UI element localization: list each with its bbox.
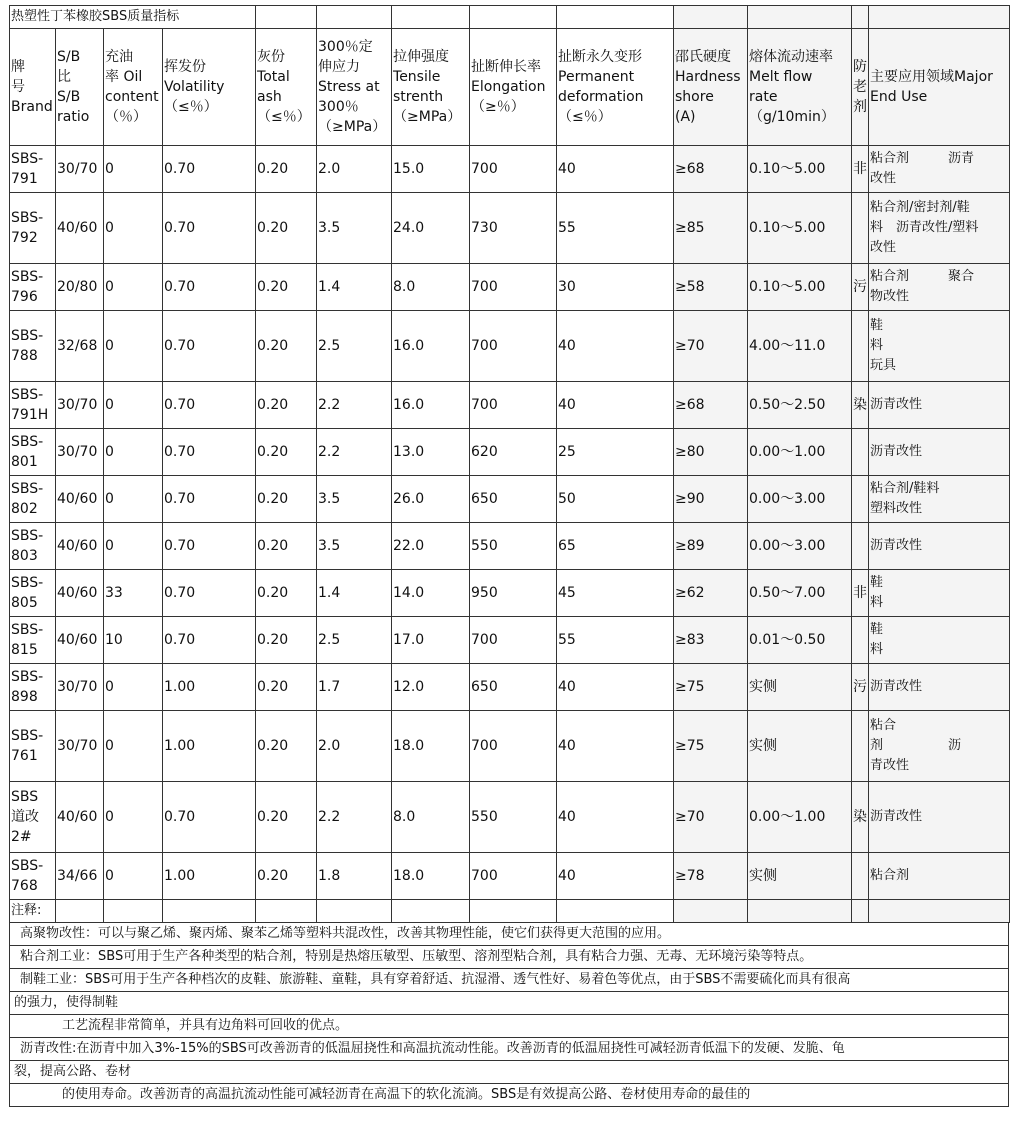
cell-end-use: 粘合剂 沥青 改性 [869, 146, 1010, 193]
cell-sb-ratio: 40/60 [56, 617, 104, 664]
cell-volatility: 0.70 [163, 146, 256, 193]
cell-sb-ratio: 40/60 [56, 523, 104, 570]
cell-antioxidant [852, 429, 869, 476]
cell-end-use: 鞋 料 [869, 570, 1010, 617]
note-asphalt-line2: 裂，提高公路、卷材 [9, 1061, 1009, 1084]
cell-total-ash: 0.20 [256, 782, 317, 853]
note-shoe-line1: 制鞋工业：SBS可用于生产各种档次的皮鞋、旅游鞋、童鞋，具有穿着舒适、抗湿滑、透气性好、易着色等优点，由于SBS不需要硫化而具有很高 [9, 969, 1009, 992]
header-permanent-deformation: 扯断永久变形 Permanent deformation （≤％） [557, 29, 674, 146]
cell-sb-ratio: 40/60 [56, 476, 104, 523]
cell-total-ash: 0.20 [256, 617, 317, 664]
cell-volatility: 0.70 [163, 570, 256, 617]
cell-melt-flow-rate: 0.00～3.00 [748, 523, 852, 570]
cell-melt-flow-rate: 4.00～11.0 [748, 311, 852, 382]
cell-sb-ratio: 30/70 [56, 146, 104, 193]
cell-melt-flow-rate: 0.10～5.00 [748, 193, 852, 264]
header-volatility: 挥发份 Volatility （≤％） [163, 29, 256, 146]
cell-brand: SBS- 761 [10, 711, 56, 782]
cell-oil-content: 33 [104, 570, 163, 617]
cell-volatility: 0.70 [163, 782, 256, 853]
cell-volatility: 0.70 [163, 264, 256, 311]
cell-stress-300: 1.7 [317, 664, 392, 711]
cell-sb-ratio: 34/66 [56, 853, 104, 900]
cell-tensile-strength: 16.0 [392, 311, 470, 382]
cell-total-ash: 0.20 [256, 264, 317, 311]
empty-cell [869, 900, 1010, 923]
note-polymer: 高聚物改性：可以与聚乙烯、聚丙烯、聚苯乙烯等塑料共混改性，改善其物理性能，使它们获得更大范围的应用。 [9, 923, 1009, 946]
cell-sb-ratio: 40/60 [56, 782, 104, 853]
cell-permanent-deformation: 65 [557, 523, 674, 570]
cell-end-use: 粘合 剂 沥 青改性 [869, 711, 1010, 782]
table-row [10, 853, 1010, 900]
cell-brand: SBS- 803 [10, 523, 56, 570]
table-row [10, 146, 1010, 193]
cell-antioxidant [852, 311, 869, 382]
cell-permanent-deformation: 40 [557, 664, 674, 711]
cell-sb-ratio: 30/70 [56, 429, 104, 476]
empty-cell [852, 900, 869, 923]
table-row [10, 711, 1010, 782]
cell-volatility: 1.00 [163, 664, 256, 711]
cell-stress-300: 1.8 [317, 853, 392, 900]
cell-elongation: 950 [470, 570, 557, 617]
cell-tensile-strength: 15.0 [392, 146, 470, 193]
cell-total-ash: 0.20 [256, 382, 317, 429]
empty-cell [557, 900, 674, 923]
cell-elongation: 550 [470, 523, 557, 570]
header-sb-ratio: S/B 比 S/B ratio [56, 29, 104, 146]
cell-stress-300: 2.2 [317, 382, 392, 429]
cell-sb-ratio: 32/68 [56, 311, 104, 382]
empty-cell [392, 900, 470, 923]
table-row [10, 523, 1010, 570]
cell-antioxidant: 污 [852, 664, 869, 711]
cell-antioxidant: 染 [852, 782, 869, 853]
cell-brand: SBS- 802 [10, 476, 56, 523]
cell-elongation: 620 [470, 429, 557, 476]
cell-brand: SBS- 796 [10, 264, 56, 311]
header-melt-flow-rate: 熔体流动速率 Melt flow rate （g/10min） [748, 29, 852, 146]
cell-stress-300: 2.5 [317, 617, 392, 664]
cell-brand: SBS- 768 [10, 853, 56, 900]
cell-end-use: 沥青改性 [869, 523, 1010, 570]
cell-total-ash: 0.20 [256, 711, 317, 782]
cell-sb-ratio: 30/70 [56, 711, 104, 782]
cell-melt-flow-rate: 0.01～0.50 [748, 617, 852, 664]
cell-oil-content: 0 [104, 311, 163, 382]
cell-permanent-deformation: 40 [557, 382, 674, 429]
cell-permanent-deformation: 25 [557, 429, 674, 476]
cell-sb-ratio: 30/70 [56, 664, 104, 711]
empty-cell [163, 900, 256, 923]
cell-brand: SBS- 788 [10, 311, 56, 382]
cell-brand: SBS- 898 [10, 664, 56, 711]
note-label: 注释: [10, 900, 56, 923]
cell-tensile-strength: 13.0 [392, 429, 470, 476]
note-shoe-line3: 工艺流程非常简单，并具有边角料可回收的优点。 [9, 1015, 1009, 1038]
empty-cell [256, 6, 317, 29]
cell-tensile-strength: 18.0 [392, 853, 470, 900]
cell-brand: SBS- 792 [10, 193, 56, 264]
cell-melt-flow-rate: 0.50～7.00 [748, 570, 852, 617]
cell-antioxidant: 非 [852, 146, 869, 193]
cell-total-ash: 0.20 [256, 476, 317, 523]
cell-hardness: ≥78 [674, 853, 748, 900]
cell-oil-content: 0 [104, 382, 163, 429]
empty-cell [748, 900, 852, 923]
cell-sb-ratio: 30/70 [56, 382, 104, 429]
empty-cell [317, 900, 392, 923]
cell-hardness: ≥68 [674, 382, 748, 429]
cell-antioxidant: 染 [852, 382, 869, 429]
cell-stress-300: 3.5 [317, 476, 392, 523]
cell-end-use: 粘合剂/密封剂/鞋 料 沥青改性/塑料 改性 [869, 193, 1010, 264]
note-asphalt-line3: 的使用寿命。改善沥青的高温抗流动性能可减轻沥青在高温下的软化流淌。SBS是有效提高公路、卷材使用寿命的最佳的 [9, 1084, 1009, 1107]
empty-cell [104, 900, 163, 923]
cell-stress-300: 2.0 [317, 146, 392, 193]
spec-sheet [9, 5, 1009, 923]
empty-cell [392, 6, 470, 29]
cell-sb-ratio: 40/60 [56, 193, 104, 264]
cell-stress-300: 1.4 [317, 264, 392, 311]
table-row [10, 264, 1010, 311]
header-hardness: 邵氏硬度 Hardness shore (A) [674, 29, 748, 146]
empty-cell [256, 900, 317, 923]
cell-tensile-strength: 24.0 [392, 193, 470, 264]
cell-volatility: 0.70 [163, 311, 256, 382]
cell-sb-ratio: 20/80 [56, 264, 104, 311]
header-stress-300: 300％定 伸应力 Stress at 300％ （≥MPa） [317, 29, 392, 146]
cell-brand: SBS 道改 2# [10, 782, 56, 853]
cell-stress-300: 2.2 [317, 782, 392, 853]
cell-total-ash: 0.20 [256, 429, 317, 476]
cell-antioxidant [852, 476, 869, 523]
cell-elongation: 700 [470, 382, 557, 429]
cell-oil-content: 0 [104, 264, 163, 311]
cell-oil-content: 0 [104, 664, 163, 711]
cell-volatility: 0.70 [163, 193, 256, 264]
cell-tensile-strength: 16.0 [392, 382, 470, 429]
header-row [10, 29, 1010, 146]
cell-oil-content: 0 [104, 782, 163, 853]
cell-total-ash: 0.20 [256, 523, 317, 570]
cell-antioxidant [852, 523, 869, 570]
cell-permanent-deformation: 40 [557, 711, 674, 782]
cell-volatility: 0.70 [163, 617, 256, 664]
cell-elongation: 700 [470, 711, 557, 782]
cell-total-ash: 0.20 [256, 146, 317, 193]
cell-hardness: ≥83 [674, 617, 748, 664]
cell-hardness: ≥58 [674, 264, 748, 311]
cell-antioxidant [852, 853, 869, 900]
cell-tensile-strength: 26.0 [392, 476, 470, 523]
cell-brand: SBS- 791 [10, 146, 56, 193]
cell-antioxidant: 非 [852, 570, 869, 617]
table-row [10, 193, 1010, 264]
header-total-ash: 灰份 Total ash （≤％） [256, 29, 317, 146]
cell-brand: SBS- 791H [10, 382, 56, 429]
header-tensile-strength: 拉伸强度 Tensile strenth （≥MPa） [392, 29, 470, 146]
table-row [10, 311, 1010, 382]
cell-hardness: ≥89 [674, 523, 748, 570]
cell-volatility: 0.70 [163, 382, 256, 429]
header-brand: 牌 号 Brand [10, 29, 56, 146]
cell-tensile-strength: 17.0 [392, 617, 470, 664]
cell-hardness: ≥80 [674, 429, 748, 476]
cell-tensile-strength: 18.0 [392, 711, 470, 782]
cell-permanent-deformation: 30 [557, 264, 674, 311]
cell-stress-300: 3.5 [317, 193, 392, 264]
table-title: 热塑性丁苯橡胶SBS质量指标 [10, 6, 256, 29]
cell-hardness: ≥70 [674, 782, 748, 853]
cell-permanent-deformation: 45 [557, 570, 674, 617]
header-major-end-use: 主要应用领域Major End Use [869, 29, 1010, 146]
empty-cell [56, 900, 104, 923]
cell-volatility: 1.00 [163, 711, 256, 782]
cell-antioxidant [852, 617, 869, 664]
cell-melt-flow-rate: 0.10～5.00 [748, 264, 852, 311]
cell-elongation: 650 [470, 664, 557, 711]
cell-hardness: ≥75 [674, 711, 748, 782]
cell-end-use: 沥青改性 [869, 382, 1010, 429]
cell-antioxidant [852, 711, 869, 782]
cell-tensile-strength: 8.0 [392, 782, 470, 853]
cell-oil-content: 0 [104, 523, 163, 570]
cell-stress-300: 2.0 [317, 711, 392, 782]
cell-volatility: 1.00 [163, 853, 256, 900]
cell-elongation: 700 [470, 146, 557, 193]
cell-melt-flow-rate: 0.00～1.00 [748, 782, 852, 853]
cell-tensile-strength: 22.0 [392, 523, 470, 570]
note-shoe-line2: 的强力，使得制鞋 [9, 992, 1009, 1015]
empty-cell [470, 900, 557, 923]
header-oil-content: 充油 率 Oil content （％） [104, 29, 163, 146]
cell-stress-300: 2.5 [317, 311, 392, 382]
cell-hardness: ≥85 [674, 193, 748, 264]
cell-permanent-deformation: 40 [557, 853, 674, 900]
cell-end-use: 沥青改性 [869, 429, 1010, 476]
table-row [10, 570, 1010, 617]
cell-melt-flow-rate: 0.00～3.00 [748, 476, 852, 523]
cell-end-use: 粘合剂/鞋料 塑料改性 [869, 476, 1010, 523]
cell-permanent-deformation: 40 [557, 146, 674, 193]
cell-melt-flow-rate: 0.10～5.00 [748, 146, 852, 193]
cell-stress-300: 3.5 [317, 523, 392, 570]
cell-melt-flow-rate: 实侧 [748, 711, 852, 782]
cell-volatility: 0.70 [163, 476, 256, 523]
table-row [10, 476, 1010, 523]
cell-permanent-deformation: 40 [557, 782, 674, 853]
cell-elongation: 700 [470, 853, 557, 900]
cell-total-ash: 0.20 [256, 570, 317, 617]
cell-hardness: ≥68 [674, 146, 748, 193]
empty-cell [317, 6, 392, 29]
cell-total-ash: 0.20 [256, 853, 317, 900]
cell-permanent-deformation: 55 [557, 617, 674, 664]
cell-stress-300: 1.4 [317, 570, 392, 617]
cell-permanent-deformation: 55 [557, 193, 674, 264]
note-label-row [10, 900, 1010, 923]
empty-cell [748, 6, 852, 29]
cell-oil-content: 0 [104, 711, 163, 782]
cell-hardness: ≥75 [674, 664, 748, 711]
cell-oil-content: 0 [104, 193, 163, 264]
cell-elongation: 700 [470, 264, 557, 311]
cell-end-use: 粘合剂 聚合 物改性 [869, 264, 1010, 311]
cell-melt-flow-rate: 实侧 [748, 664, 852, 711]
table-row [10, 429, 1010, 476]
cell-sb-ratio: 40/60 [56, 570, 104, 617]
cell-elongation: 700 [470, 311, 557, 382]
header-elongation: 扯断伸长率 Elongation （≥％） [470, 29, 557, 146]
cell-oil-content: 10 [104, 617, 163, 664]
sbs-quality-table [9, 5, 1010, 923]
cell-stress-300: 2.2 [317, 429, 392, 476]
cell-volatility: 0.70 [163, 523, 256, 570]
cell-elongation: 730 [470, 193, 557, 264]
cell-end-use: 沥青改性 [869, 782, 1010, 853]
cell-hardness: ≥90 [674, 476, 748, 523]
cell-tensile-strength: 8.0 [392, 264, 470, 311]
cell-hardness: ≥62 [674, 570, 748, 617]
empty-cell [869, 6, 1010, 29]
note-asphalt-line1: 沥青改性:在沥青中加入3%-15%的SBS可改善沥青的低温屈挠性和高温抗流动性能。改善沥青的低温屈挠性可减轻沥青低温下的发硬、发脆、龟 [9, 1038, 1009, 1061]
header-antioxidant: 防 老 剂 [852, 29, 869, 146]
table-row [10, 664, 1010, 711]
empty-cell [674, 900, 748, 923]
cell-total-ash: 0.20 [256, 311, 317, 382]
note-adhesive: 粘合剂工业：SBS可用于生产各种类型的粘合剂，特别是热熔压敏型、压敏型、溶剂型粘合剂，具有粘合力强、无毒、无环境污染等特点。 [9, 946, 1009, 969]
empty-cell [852, 6, 869, 29]
cell-brand: SBS- 805 [10, 570, 56, 617]
cell-melt-flow-rate: 实侧 [748, 853, 852, 900]
cell-elongation: 650 [470, 476, 557, 523]
cell-permanent-deformation: 40 [557, 311, 674, 382]
empty-cell [470, 6, 557, 29]
cell-end-use: 沥青改性 [869, 664, 1010, 711]
table-row [10, 617, 1010, 664]
cell-hardness: ≥70 [674, 311, 748, 382]
cell-tensile-strength: 14.0 [392, 570, 470, 617]
table-row [10, 382, 1010, 429]
cell-antioxidant [852, 193, 869, 264]
cell-melt-flow-rate: 0.50～2.50 [748, 382, 852, 429]
cell-end-use: 鞋 料 玩具 [869, 311, 1010, 382]
cell-antioxidant: 污 [852, 264, 869, 311]
cell-melt-flow-rate: 0.00～1.00 [748, 429, 852, 476]
empty-cell [557, 6, 674, 29]
cell-brand: SBS- 815 [10, 617, 56, 664]
empty-cell [674, 6, 748, 29]
cell-end-use: 鞋 料 [869, 617, 1010, 664]
cell-volatility: 0.70 [163, 429, 256, 476]
table-row [10, 782, 1010, 853]
cell-brand: SBS- 801 [10, 429, 56, 476]
notes-section [9, 923, 1009, 1107]
cell-oil-content: 0 [104, 853, 163, 900]
cell-oil-content: 0 [104, 429, 163, 476]
cell-oil-content: 0 [104, 146, 163, 193]
cell-tensile-strength: 12.0 [392, 664, 470, 711]
cell-total-ash: 0.20 [256, 193, 317, 264]
cell-oil-content: 0 [104, 476, 163, 523]
cell-elongation: 700 [470, 617, 557, 664]
cell-permanent-deformation: 50 [557, 476, 674, 523]
cell-elongation: 550 [470, 782, 557, 853]
cell-end-use: 粘合剂 [869, 853, 1010, 900]
cell-total-ash: 0.20 [256, 664, 317, 711]
